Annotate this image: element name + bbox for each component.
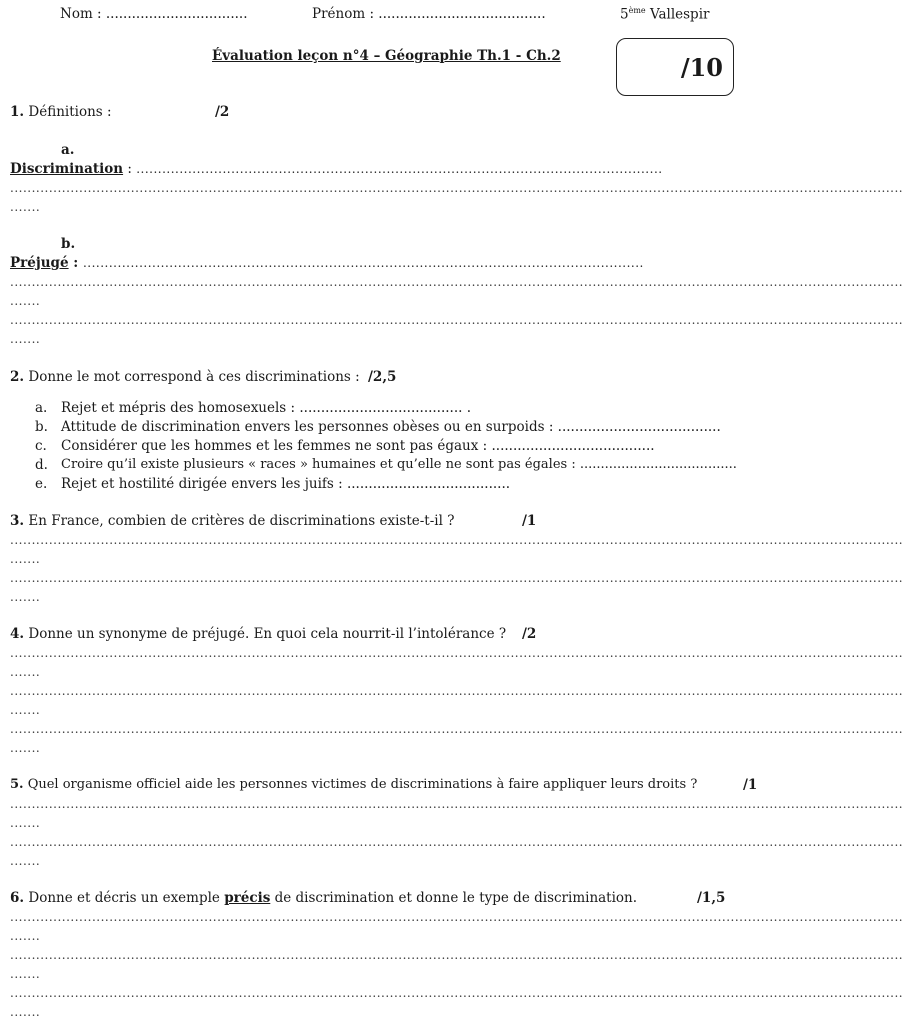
- answer-line-end[interactable]: .......: [10, 294, 41, 308]
- q2-text: Donne le mot correspond à ces discriminations :: [24, 369, 360, 385]
- q1a-term: Discrimination: [10, 161, 124, 177]
- answer-line-end[interactable]: .......: [10, 552, 41, 566]
- q2d-letter: d.: [35, 457, 48, 473]
- answer-line-end[interactable]: .......: [10, 967, 41, 981]
- q2d-text[interactable]: Croire qu’il existe plusieurs « races » humaines et qu’elle ne sont pas égales : ......................................: [61, 457, 737, 472]
- q5-points: /1: [743, 777, 758, 793]
- answer-line-end[interactable]: .......: [10, 200, 41, 214]
- answer-line[interactable]: ...............................................................................................................................................................................................................: [10, 533, 903, 547]
- answer-line[interactable]: ...............................................................................................................................................................................................................: [10, 986, 903, 1000]
- class-name: Vallespir: [645, 6, 710, 23]
- q4-points: /2: [522, 626, 537, 642]
- q2c-letter: c.: [35, 438, 47, 454]
- answer-line-end[interactable]: .......: [10, 590, 41, 604]
- answer-line[interactable]: ...............................................................................................................................................................................................................: [10, 797, 903, 811]
- answer-line-end[interactable]: .......: [10, 854, 41, 868]
- answer-line-end[interactable]: .......: [10, 929, 41, 943]
- q3-points: /1: [522, 513, 537, 529]
- class-number: 5: [620, 6, 629, 23]
- question-5: [10, 777, 697, 792]
- q1a-line[interactable]: [10, 161, 663, 177]
- q6-emphasis: précis: [224, 890, 271, 906]
- q4-number: 4.: [10, 626, 25, 642]
- answer-line[interactable]: ...............................................................................................................................................................................................................: [10, 646, 903, 660]
- answer-line[interactable]: ...............................................................................................................................................................................................................: [10, 313, 903, 327]
- answer-line[interactable]: ...............................................................................................................................................................................................................: [10, 275, 903, 289]
- q6-points: /1,5: [697, 890, 726, 906]
- q1b-letter: b.: [61, 236, 76, 252]
- q1-text: Définitions :: [24, 104, 112, 120]
- q2-number: 2.: [10, 369, 25, 385]
- answer-line[interactable]: ...............................................................................................................................................................................................................: [10, 684, 903, 698]
- answer-line-end[interactable]: .......: [10, 816, 41, 830]
- q2a-letter: a.: [35, 400, 48, 416]
- question-3: [10, 513, 454, 529]
- q5-number: 5.: [10, 777, 24, 792]
- q4-text: Donne un synonyme de préjugé. En quoi cela nourrit-il l’intolérance ?: [24, 626, 507, 642]
- q5-text: Quel organisme officiel aide les personnes victimes de discriminations à faire appliquer leurs droits ?: [23, 777, 698, 792]
- score-box: [616, 38, 734, 96]
- q6-text-before: Donne et décris un exemple: [24, 890, 225, 906]
- q2b-text[interactable]: Attitude de discrimination envers les personnes obèses ou en surpoids : ......................................: [61, 419, 721, 435]
- q1-points: /2: [215, 104, 230, 120]
- q1b-colon: :: [68, 255, 83, 271]
- class-label: [620, 6, 709, 23]
- q1b-term: Préjugé: [10, 255, 69, 271]
- q1b-line[interactable]: [10, 255, 644, 271]
- question-1: [10, 104, 112, 120]
- q3-number: 3.: [10, 513, 25, 529]
- name-field[interactable]: Nom : .................................: [60, 6, 248, 22]
- q3-text: En France, combien de critères de discriminations existe-t-il ?: [24, 513, 455, 529]
- class-superscript: ème: [628, 6, 646, 15]
- q6-text-after: de discrimination et donne le type de discrimination.: [270, 890, 638, 906]
- page-title: Évaluation leçon n°4 – Géographie Th.1 - Ch.2: [212, 48, 561, 64]
- q1a-dots: ..........................................................................................................................: [136, 162, 663, 176]
- question-6: [10, 890, 637, 906]
- question-4: [10, 626, 506, 642]
- answer-line[interactable]: ...............................................................................................................................................................................................................: [10, 948, 903, 962]
- answer-line[interactable]: ...............................................................................................................................................................................................................: [10, 835, 903, 849]
- q2a-text[interactable]: Rejet et mépris des homosexuels : ...................................... .: [61, 400, 472, 416]
- answer-line-end[interactable]: .......: [10, 1005, 41, 1019]
- q2e-letter: e.: [35, 476, 48, 492]
- answer-line[interactable]: ...............................................................................................................................................................................................................: [10, 722, 903, 736]
- q1a-colon: :: [123, 161, 137, 177]
- question-2: [10, 369, 360, 385]
- q1b-dots: ..................................................................................................................................: [82, 256, 644, 270]
- answer-line-end[interactable]: .......: [10, 332, 41, 346]
- q2b-letter: b.: [35, 419, 48, 435]
- answer-line-end[interactable]: .......: [10, 703, 41, 717]
- q6-number: 6.: [10, 890, 25, 906]
- q2-points: /2,5: [368, 369, 397, 385]
- q2c-text[interactable]: Considérer que les hommes et les femmes ne sont pas égaux : ......................................: [61, 438, 655, 454]
- answer-line[interactable]: ...............................................................................................................................................................................................................: [10, 571, 903, 585]
- q1-number: 1.: [10, 104, 25, 120]
- q2e-text[interactable]: Rejet et hostilité dirigée envers les juifs : ......................................: [61, 476, 511, 492]
- answer-line[interactable]: ...............................................................................................................................................................................................................: [10, 181, 903, 195]
- q1a-letter: a.: [61, 142, 75, 158]
- answer-line-end[interactable]: .......: [10, 741, 41, 755]
- firstname-field[interactable]: Prénom : .......................................: [312, 6, 546, 22]
- score-total: /10: [680, 53, 723, 82]
- answer-line-end[interactable]: .......: [10, 665, 41, 679]
- answer-line[interactable]: ...............................................................................................................................................................................................................: [10, 910, 903, 924]
